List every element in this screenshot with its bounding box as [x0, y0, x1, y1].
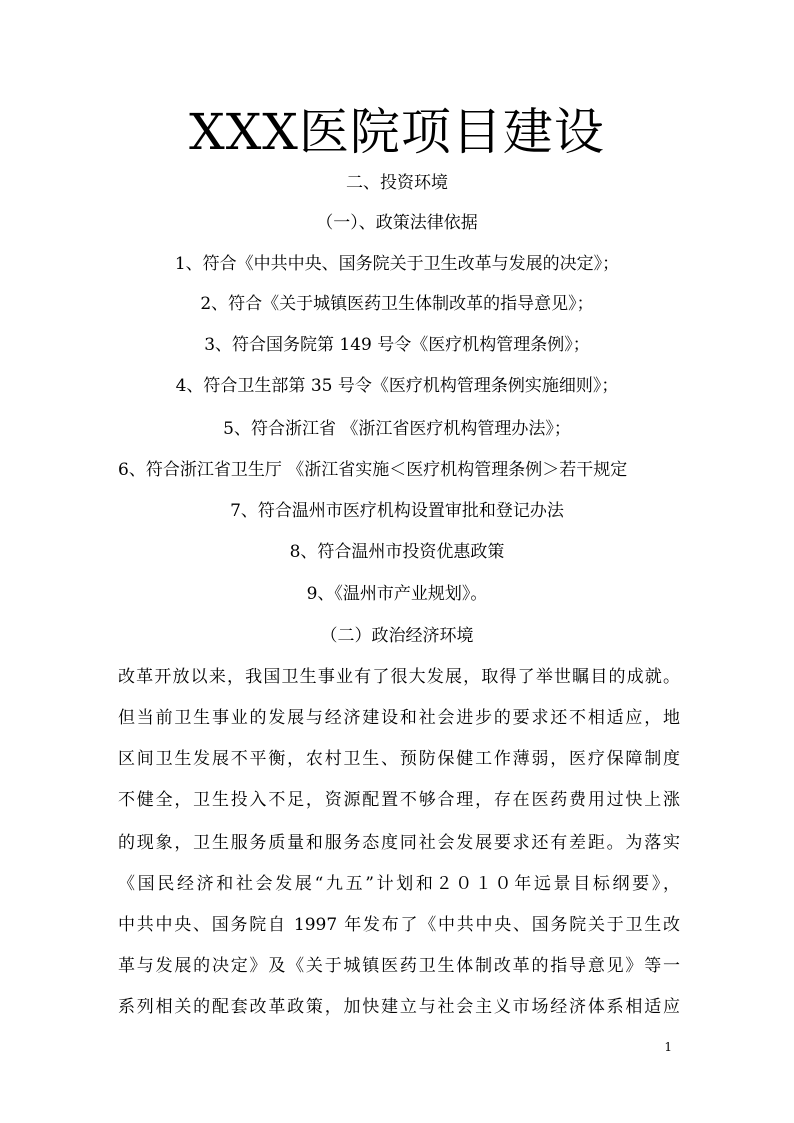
body-line: 的现象，卫生服务质量和服务态度同社会发展要求还有差距。为落实: [118, 833, 680, 853]
list-item: 4、符合卫生部第 35 号令《医疗机构管理条例实施细则》；: [175, 376, 619, 396]
section-heading: 二、投资环境: [346, 173, 448, 193]
body-line: 不健全，卫生投入不足，资源配置不够合理，存在医药费用过快上涨: [118, 790, 680, 810]
body-line: 区间卫生发展不平衡，农村卫生、预防保健工作薄弱，医疗保障制度: [118, 749, 680, 769]
list-item: 2、符合《关于城镇医药卫生体制改革的指导意见》；: [200, 294, 594, 314]
list-item: 5、符合浙江省 《浙江省医疗机构管理办法》；: [223, 419, 571, 439]
body-line: 《国民经济和社会发展“九五”计划和２０１０年远景目标纲要》，: [118, 874, 680, 894]
list-item: 6、符合浙江省卫生厅 《浙江省实施＜医疗机构管理条例＞若干规定: [118, 460, 628, 480]
list-item: 1、符合《中共中央、国务院关于卫生改革与发展的决定》；: [174, 254, 620, 274]
body-line: 革与发展的决定》及《关于城镇医药卫生体制改革的指导意见》等一: [118, 956, 680, 976]
list-item: 9、《温州市产业规划》。: [306, 584, 488, 604]
list-item: 3、符合国务院第 149 号令《医疗机构管理条例》；: [204, 335, 590, 355]
page-number: 1: [664, 1040, 672, 1054]
list-item: 7、符合温州市医疗机构设置审批和登记办法: [230, 501, 564, 521]
list-item: 8、符合温州市投资优惠政策: [289, 542, 505, 562]
subsection-heading-policy: （一）、政策法律依据: [316, 213, 478, 233]
body-line: 中共中央、国务院自 1997 年发布了《中共中央、国务院关于卫生改: [118, 915, 680, 935]
body-line: 改革开放以来，我国卫生事业有了很大发展，取得了举世瞩目的成就。: [118, 667, 680, 687]
body-line: 系列相关的配套改革政策，加快建立与社会主义市场经济体系相适应: [118, 997, 680, 1017]
subsection-heading-economy: （二）政治经济环境: [320, 626, 474, 646]
body-line: 但当前卫生事业的发展与经济建设和社会进步的要求还不相适应，地: [118, 708, 680, 728]
document-title: XXX医院项目建设: [189, 103, 605, 161]
